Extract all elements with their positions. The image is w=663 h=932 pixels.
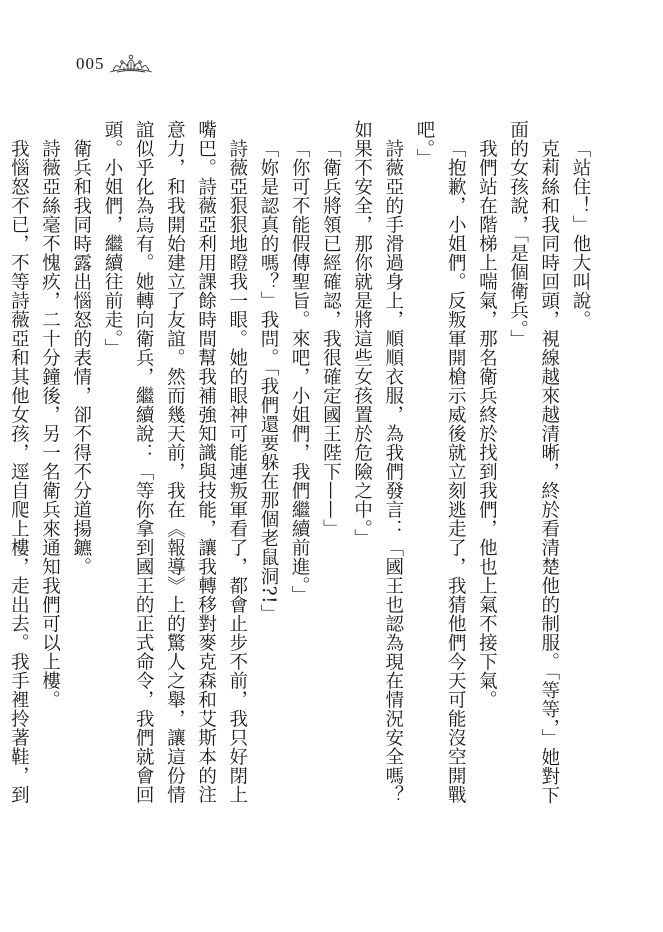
paragraph: 詩薇亞的手滑過身上，順順衣服，為我們發言：「國王也認為現在情況安全嗎？如果不安全，那你就是將這些女孩置於危險之中。」 (351, 120, 404, 804)
body-text (8, 120, 596, 820)
paragraph: 「妳是認真的嗎？」我問。「我們還要躲在那個老鼠洞?!」 (257, 138, 279, 623)
paragraph: 衛兵和我同時露出惱怒的表情，卻不得不分道揚鑣。 (70, 138, 92, 576)
crown-ornament-icon (108, 50, 154, 76)
paragraph: 「抱歉，小姐們。反叛軍開槍示威後就立刻逃走了，我猜他們今天可能沒空開戰吧。」 (413, 120, 467, 804)
paragraph: 「你可不能假傳聖旨。來吧，小姐們，我們繼續前進。」 (289, 138, 311, 605)
paragraph: 「站住！」他大叫說。 (570, 138, 591, 329)
paragraph: 我們站在階梯上喘氣，那名衛兵終於找到我們，他也上氣不接下氣。 (476, 138, 498, 709)
paragraph: 詩薇亞絲毫不愧疚，二十分鐘後，另一名衛兵來通知我們可以上樓。 (39, 138, 61, 709)
paragraph: 克莉絲和我同時回頭，視線越來越清晰，終於看清楚他的制服。「等等，」她對下面的女孩說，「是個衛兵。」 (507, 120, 560, 804)
paragraph: 我惱怒不已，不等詩薇亞和其他女孩，逕自爬上樓，走出去。我手裡拎著鞋，到 (8, 138, 30, 804)
page-number: 005 (76, 54, 105, 73)
paragraph: 詩薇亞狠狠地瞪我一眼。她的眼神可能連叛軍看了，都會止步不前，我只好閉上嘴巴。詩薇亞利用課餘時間幫我補強知識與技能，讓我轉移對麥克森和艾斯本的注意力，和我開始建立了友誼。然而幾天前，我在《報導》上的驚人之舉，讓這份情誼似乎化為烏有。她轉向衛兵，繼續說：「等你拿到國王的正式命令，我們就會回頭。小姐們，繼續往前走。」 (101, 120, 248, 804)
paragraph: 「衛兵將領已經確認，我很確定國王陛下——」 (320, 138, 342, 538)
